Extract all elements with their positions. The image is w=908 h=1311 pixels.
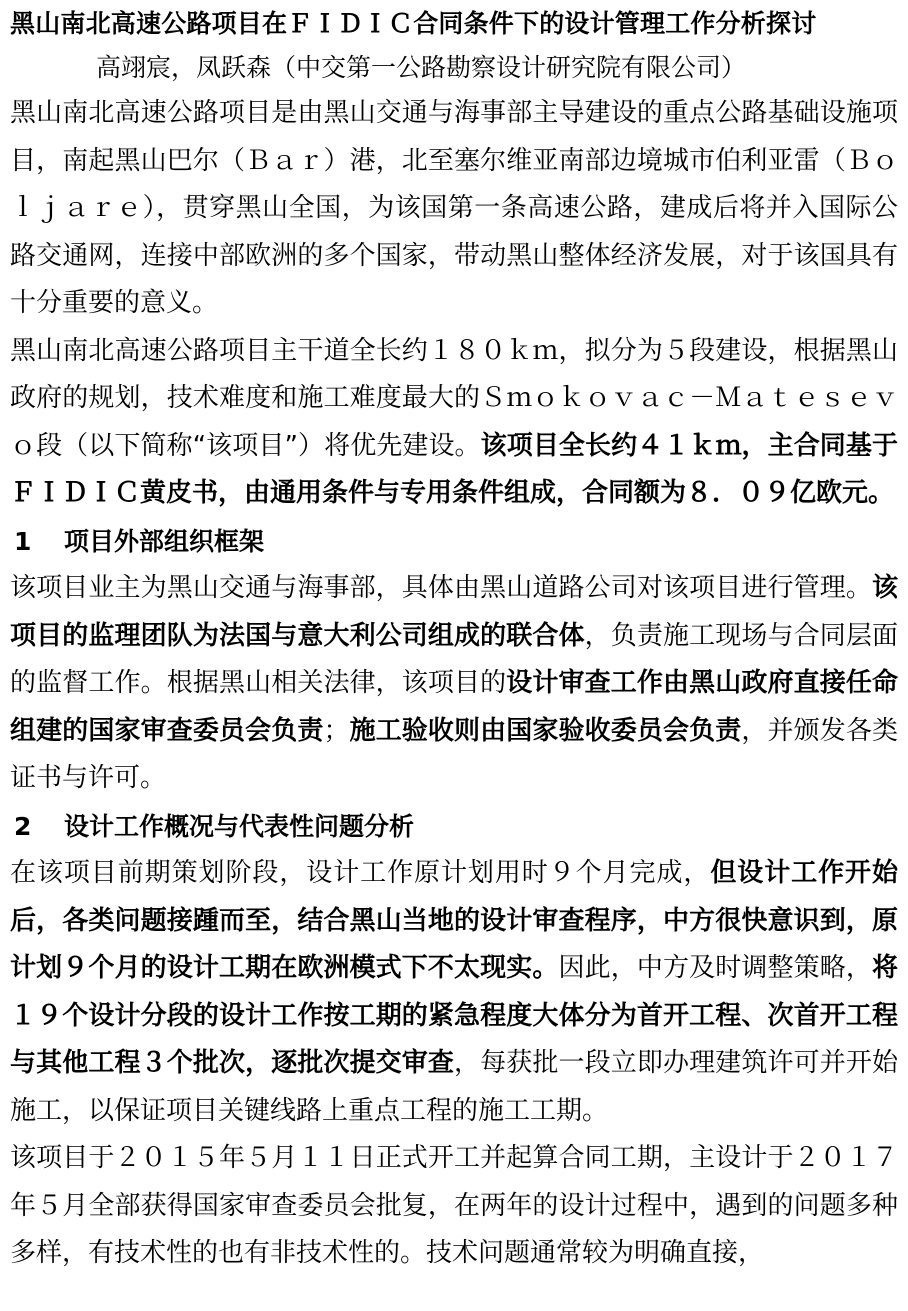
text-run: 因此，中方及时调整策略， <box>558 953 872 983</box>
bold-text-run: 施工验收则由国家验收委员会负责 <box>349 715 742 746</box>
paragraph <box>10 90 898 328</box>
section-title: 设计工作概况与代表性问题分析 <box>64 811 415 841</box>
paragraph <box>10 328 898 518</box>
paragraph <box>10 850 898 1135</box>
text-run: 黑山南北高速公路项目是由黑山交通与海事部主导建设的重点公路基础设施项目，南起黑山巴尔（Ｂａｒ）港，北至塞尔维亚南部边境城市伯利亚雷（Ｂｏｌｊａｒｅ），贯穿黑山全国，为该国第一条高速公路，建成后将并入国际公路交通网，连接中部欧洲的多个国家，带动黑山整体经济发展，对于该国具有十分重要的意义。 <box>10 98 898 318</box>
text-run: 在该项目前期策划阶段，设计工作原计划用时９个月完成， <box>10 858 711 888</box>
section-heading <box>10 518 898 566</box>
text-run: 该项目业主为黑山交通与海事部，具体由黑山道路公司对该项目进行管理。 <box>10 573 872 603</box>
text-run: ； <box>323 715 350 746</box>
paragraph <box>10 565 898 803</box>
text-run: ，负责施工现场与合同层面的监督工作。根据黑山相关法律，该项目的 <box>10 620 898 698</box>
author-line: 高翊宸，凤跃森（中交第一公路勘察设计研究院有限公司） <box>96 53 747 82</box>
text-run: ，每获批一段立即办理建筑许可并开始施工，以保证项目关键线路上重点工程的施工工期。 <box>10 1048 898 1126</box>
text-run: 黑山南北高速公路项目主干道全长约１８０ｋｍ，拟分为５段建设，根据黑山政府的规划，技术难度和施工难度最大的Ｓｍｏｋｏｖａｃ－Ｍａｔｅｓｅｖｏ段（以下简称“该项目”）将优先建设。 <box>10 335 898 461</box>
bold-text-run: 但设计工作开始后，各类问题接踵而至，结合黑山当地的设计审查程序，中方很快意识到，原计划９个月的设计工期在欧洲模式下不太现实。 <box>10 858 898 983</box>
section-heading <box>10 803 898 851</box>
text-run: ，并颁发各类证书与许可。 <box>10 715 898 793</box>
document-title: 黑山南北高速公路项目在ＦＩＤＩＣ合同条件下的设计管理工作分析探讨 <box>10 9 817 38</box>
bold-text-run: 设计审查工作由黑山政府直接任命组建的国家审查委员会负责 <box>10 668 898 746</box>
section-number: 2 <box>14 811 32 841</box>
section-title: 项目外部组织框架 <box>64 526 265 556</box>
paragraph <box>10 1135 898 1278</box>
bold-text-run: 将１９个设计分段的设计工作按工期的紧急程度大体分为首开工程、次首开工程与其他工程３个批次，逐批次提交审查 <box>10 953 898 1078</box>
bold-text-run: 该项目的监理团队为法国与意大利公司组成的联合体 <box>10 573 898 651</box>
section-number: 1 <box>14 526 32 556</box>
text-run: 该项目于２０１５年５月１１日正式开工并起算合同工期，主设计于２０１７年５月全部获得国家审查委员会批复，在两年的设计过程中，遇到的问题多种多样，有技术性的也有非技术性的。技术问题通常较为明确直接， <box>10 1143 898 1268</box>
bold-text-run: 该项目全长约４１ｋｍ，主合同基于ＦＩＤＩＣ黄皮书，由通用条件与专用条件组成，合同额为８．０９亿欧元。 <box>10 430 898 508</box>
